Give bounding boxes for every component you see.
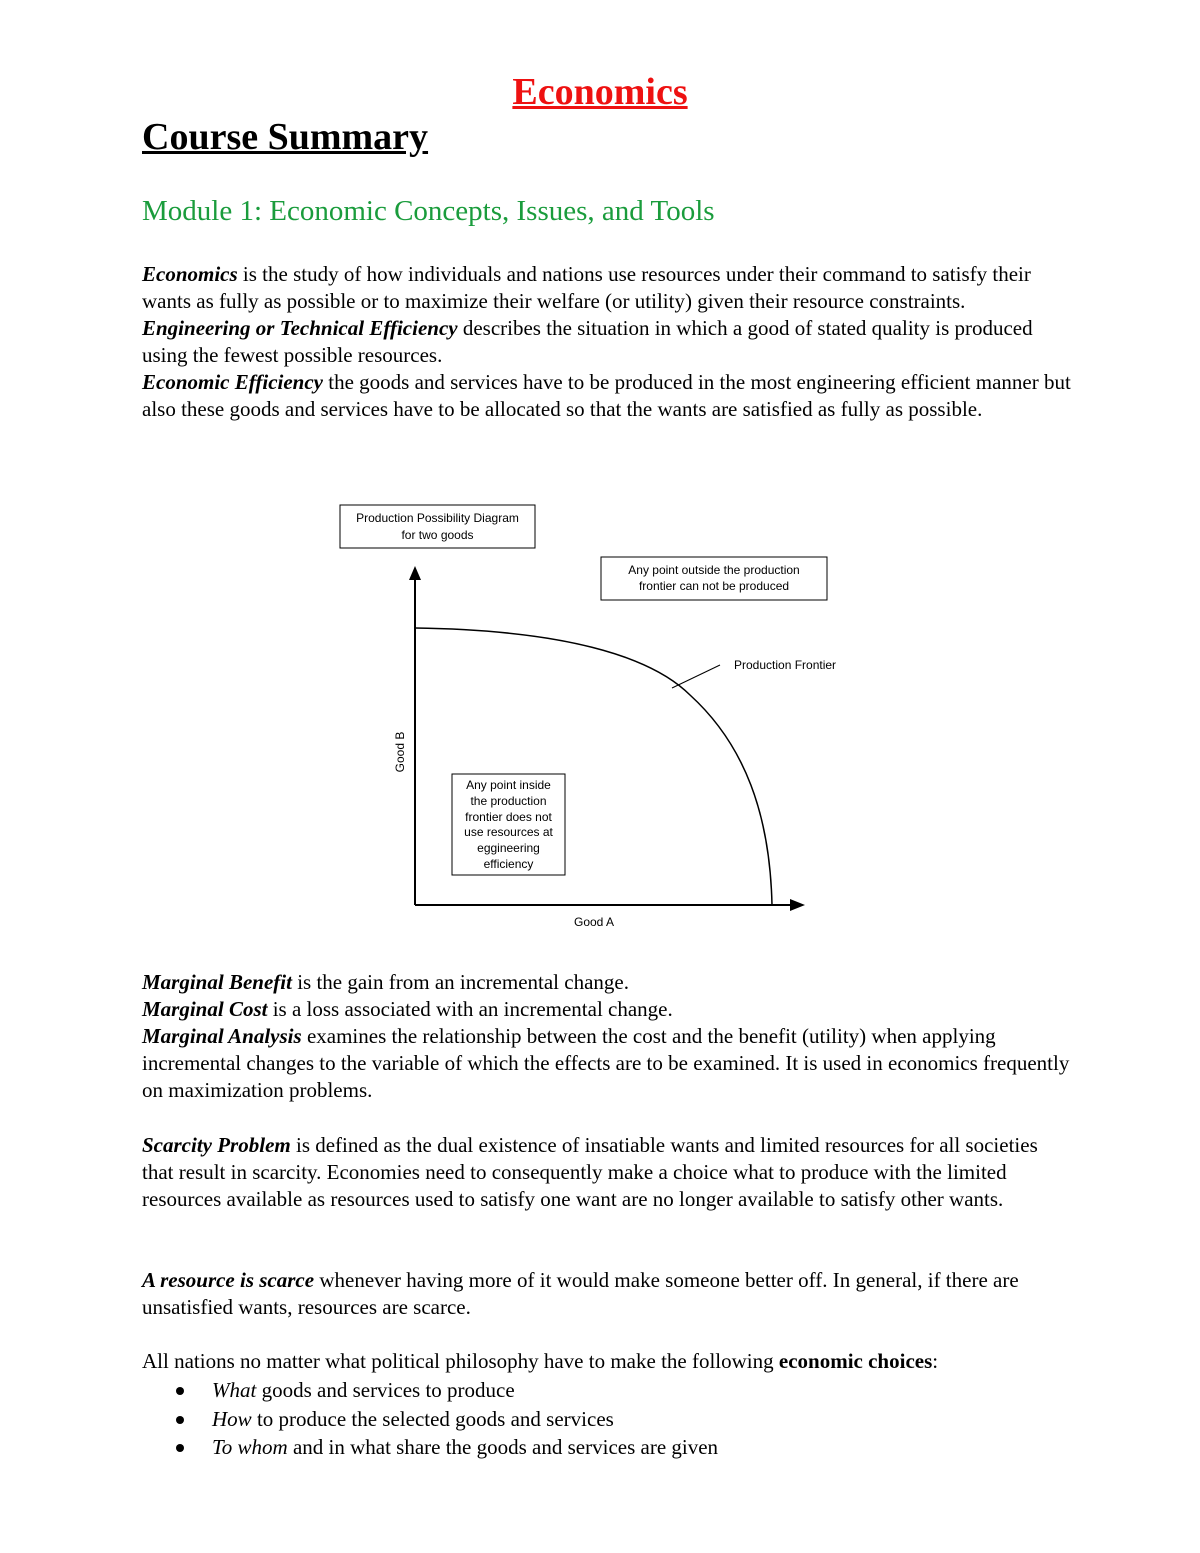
y-axis-label: Good B — [393, 731, 407, 773]
list-item-emphasis: How — [212, 1406, 252, 1431]
term: Engineering or Technical Efficiency — [142, 316, 458, 340]
definition-marginal-benefit — [142, 969, 1072, 996]
x-axis-label: Good A — [573, 915, 615, 929]
inside-note-line-4: use resources at — [464, 825, 553, 839]
list-item-emphasis: To whom — [212, 1435, 288, 1459]
term: Economics — [142, 262, 238, 286]
page-title: Economics — [512, 71, 688, 113]
outside-note-line-1: Any point outside the production — [628, 563, 800, 577]
frontier-label-leader — [672, 665, 720, 688]
list-item — [170, 1405, 718, 1434]
definition-text: examines the relationship between the cost and the benefit (utility) when applying incremental changes to the variable of which the effects are to be examined. It is used in economics frequently on maximization problems. — [142, 1024, 1070, 1102]
list-item-text: goods and services to produce — [256, 1378, 515, 1402]
definition-text: is defined as the dual existence of insatiable wants and limited resources for all societies that result in scarcity. Economies need to consequently make a choice what to produce with the limited resources available as resources used to satisfy one want are no longer available to satisfy other wants. — [142, 1133, 1038, 1211]
frontier-label: Production Frontier — [734, 658, 837, 672]
inside-note-line-2: the production — [470, 794, 547, 808]
term: A resource is scarce — [142, 1268, 315, 1292]
definition-text: is a loss associated with an incremental change. — [267, 997, 673, 1021]
definition-text: describes the situation in which a good of stated quality is produced using the fewest possible resources. — [142, 316, 1033, 367]
inside-note-line-5: eggineering — [477, 841, 540, 855]
inside-note-line-3: frontier does not — [465, 810, 552, 824]
choices-intro-start: All nations no matter what political philosophy have to make the following — [142, 1349, 779, 1373]
choices-intro-bold: economic choices — [778, 1349, 933, 1373]
diagram-title-line-1: Production Possibility Diagram — [356, 511, 519, 525]
term: Scarcity Problem — [142, 1133, 291, 1157]
economic-choices-list — [170, 1376, 718, 1462]
list-item-text: to produce the selected goods and services — [251, 1406, 614, 1431]
list-item — [170, 1376, 718, 1405]
choices-intro-end: : — [932, 1349, 939, 1373]
definition-text: whenever having more of it would make someone better off. In general, if there are unsatisfied wants, resources are scarce. — [142, 1268, 1019, 1319]
y-axis-arrow — [409, 566, 421, 580]
definition-marginal-cost — [142, 996, 1072, 1023]
outside-note-line-2: frontier can not be produced — [638, 579, 790, 593]
inside-note-line-1: Any point inside — [466, 778, 551, 792]
definitions-block-2 — [142, 969, 1072, 1104]
definition-marginal-analysis — [142, 1023, 1072, 1104]
definition-text: is the gain from an incremental change. — [291, 970, 629, 994]
list-item-text: and in what share the goods and services are given — [287, 1435, 719, 1459]
term: Marginal Benefit — [142, 970, 292, 994]
choices-intro — [142, 1348, 1072, 1375]
term: Marginal Cost — [142, 997, 268, 1021]
choices-intro-text — [142, 1348, 1072, 1375]
module-heading: Module 1: Economic Concepts, Issues, and Tools — [142, 195, 715, 227]
inside-note-line-6: efficiency — [483, 857, 534, 871]
term: Marginal Analysis — [142, 1024, 302, 1048]
diagram-title-line-2: for two goods — [401, 528, 474, 542]
course-summary-heading: Course Summary — [142, 116, 429, 158]
x-axis-arrow — [790, 899, 805, 911]
term: Economic Efficiency — [142, 370, 323, 394]
definition-text: is the study of how individuals and nations use resources under their command to satisfy their wants as fully as possible or to maximize their welfare (or utility) given their resource constraints. — [142, 262, 1031, 313]
definition-text: the goods and services have to be produced in the most engineering efficient manner but also these goods and services have to be allocated so that the wants are satisfied as fully as possible. — [142, 370, 1071, 421]
resource-text — [142, 1267, 1072, 1321]
list-item — [170, 1433, 718, 1462]
resource-paragraph — [142, 1267, 1072, 1321]
scarcity-paragraph — [142, 1132, 1072, 1213]
scarcity-text — [142, 1132, 1072, 1213]
list-item-emphasis: What — [212, 1378, 257, 1402]
